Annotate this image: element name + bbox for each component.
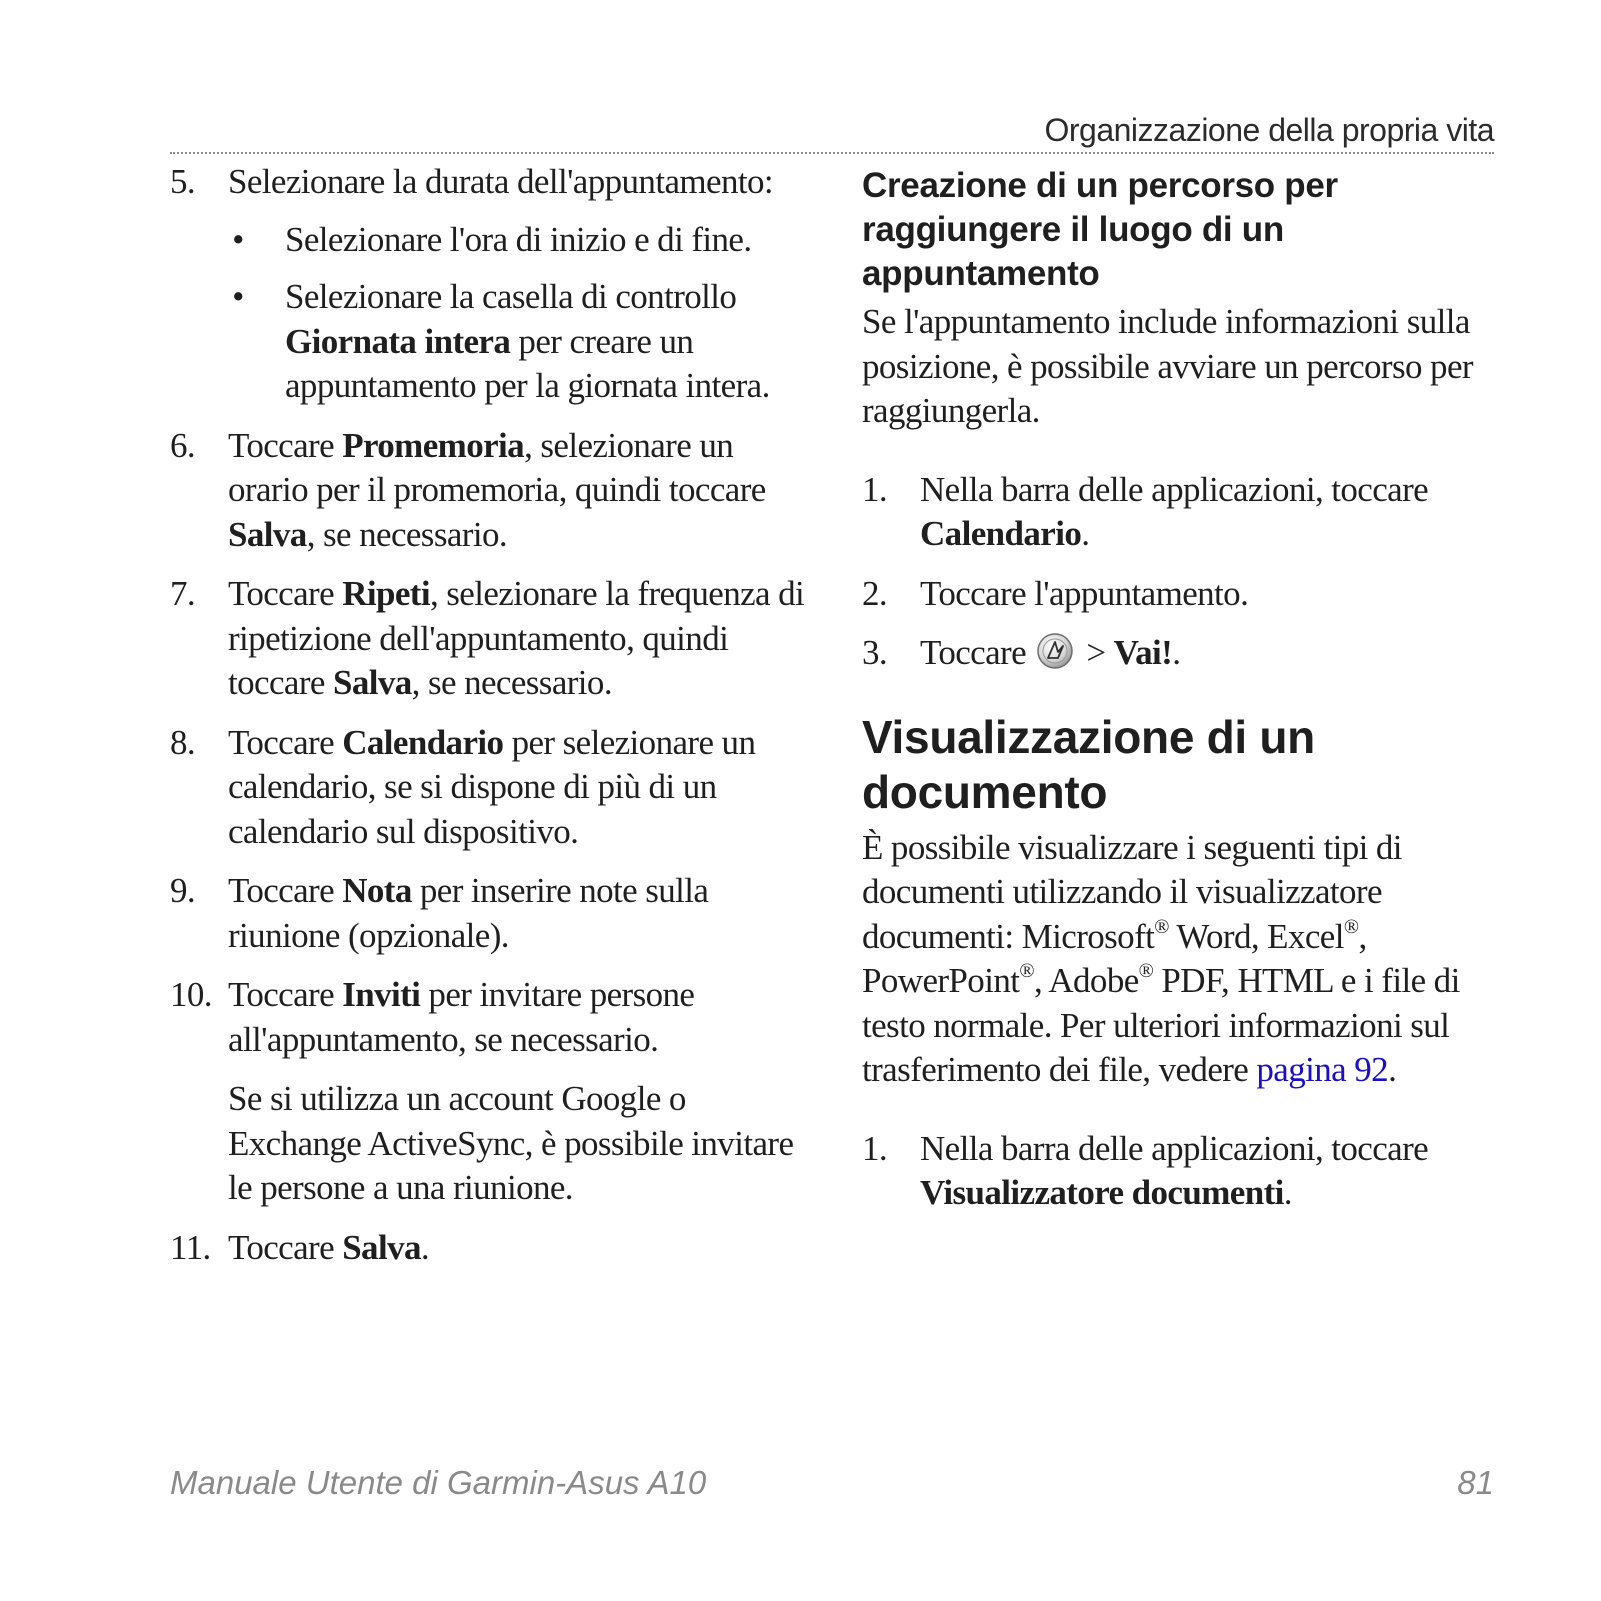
step-text: Nella barra delle applicazioni, toccare	[920, 469, 1429, 509]
doc-intro	[862, 826, 1502, 1093]
step-11	[170, 1226, 810, 1271]
step-text: , se necessario.	[306, 514, 508, 554]
ui-term: Vai!	[1113, 633, 1173, 672]
step-text: per inserire note sulla riunione (opzionale).	[228, 871, 709, 955]
step-7	[170, 572, 810, 706]
doc-intro-text: PDF, HTML e i file di testo normale. Per ulteriori informazioni sul trasferimento dei file, vedere	[862, 961, 1460, 1089]
step-text: Toccare	[920, 633, 1035, 672]
bullet-dot: •	[232, 219, 244, 259]
step-text: .	[1081, 514, 1090, 553]
step-text: Toccare	[228, 425, 343, 465]
doc-intro-text: È possibile visualizzare i seguenti tipi di documenti utilizzando il visualizzatore documenti: Microsoft	[862, 827, 1402, 956]
ui-term: Salva	[332, 663, 412, 702]
step-number: 1.	[862, 1128, 888, 1168]
step-number: 9.	[170, 871, 196, 910]
step-text: per selezionare un calendario, se si dispone di più di un calendario sul dispositivo.	[228, 722, 756, 851]
step-text: Toccare	[228, 1227, 343, 1267]
registered-mark: ®	[1019, 960, 1034, 983]
bullet-list	[170, 218, 810, 409]
step-number: 3.	[862, 633, 888, 672]
running-header	[170, 108, 1494, 154]
step-number: 8.	[170, 722, 196, 762]
step-text: , se necessario.	[411, 663, 612, 702]
manual-title: Manuale Utente di Garmin-Asus A10	[170, 1464, 707, 1501]
step-text: Toccare	[228, 574, 343, 613]
step-9	[170, 869, 810, 958]
step-number: 10.	[170, 975, 212, 1014]
step-text: Toccare	[228, 975, 343, 1014]
doc-intro-text: , PowerPoint	[862, 916, 1367, 1000]
ui-term: Calendario	[920, 514, 1082, 553]
route-heading: Creazione di un percorso per raggiungere il luogo di un appuntamento	[862, 166, 1338, 293]
doc-intro-text: .	[1388, 1050, 1397, 1089]
doc-intro-text: Word, Excel	[1168, 916, 1344, 956]
step-text: Nella barra delle applicazioni, toccare	[920, 1128, 1429, 1168]
route-step-2	[862, 572, 1502, 617]
registered-mark: ®	[1138, 960, 1154, 983]
step-number: 1.	[862, 469, 888, 509]
route-step-3	[862, 631, 1502, 676]
step-text: , selezionare un orario per il promemoria, quindi toccare	[228, 425, 766, 509]
step-text: Selezionare la durata dell'appuntamento:	[228, 162, 773, 201]
page-link[interactable]: pagina 92	[1256, 1050, 1389, 1089]
bullet-item	[170, 218, 810, 263]
bullet-text: Selezionare l'ora di inizio e di fine.	[285, 219, 752, 259]
right-column	[862, 160, 1502, 1231]
step-8	[170, 721, 810, 855]
step-number: 6.	[170, 425, 196, 465]
step-text: , selezionare la frequenza di ripetizione dell'appuntamento, quindi toccare	[228, 574, 805, 702]
step-text: .	[420, 1227, 430, 1267]
doc-heading: Visualizzazione di un documento	[862, 710, 1315, 818]
step-text: >	[1078, 633, 1114, 672]
bullet-item	[170, 275, 810, 409]
bullet-dot: •	[232, 277, 244, 316]
bullet-text-post: per creare un appuntamento per la giornata intera.	[285, 321, 770, 405]
page-number: 81	[1457, 1464, 1494, 1501]
step-text: per invitare persone all'appuntamento, se necessario.	[228, 975, 695, 1059]
section-title: Organizzazione della propria vita	[1044, 112, 1494, 148]
ui-term: Salva	[342, 1227, 421, 1267]
ui-term: Calendario	[342, 722, 504, 762]
left-column	[170, 160, 810, 1285]
ui-term: Promemoria	[342, 425, 525, 465]
navigation-icon	[1036, 632, 1074, 670]
doc-step-1	[862, 1127, 1502, 1216]
step-number: 2.	[862, 573, 888, 613]
route-intro: Se l'appuntamento include informazioni sulla posizione, è possibile avviare un percorso per raggiungerla.	[862, 302, 1473, 430]
ui-term: Visualizzatore documenti	[920, 1173, 1284, 1212]
step-number: 5.	[170, 162, 196, 201]
step-10	[170, 973, 810, 1062]
bullet-text-pre: Selezionare la casella di controllo	[285, 277, 737, 316]
registered-mark: ®	[1343, 915, 1359, 938]
step-text: Toccare l'appuntamento.	[920, 573, 1249, 613]
step-text: Toccare	[228, 722, 343, 762]
step-10-note: Se si utilizza un account Google o Exchange ActiveSync, è possibile invitare le persone a una riunione.	[228, 1079, 794, 1207]
ui-term: Inviti	[342, 975, 421, 1014]
step-number: 7.	[170, 574, 196, 613]
step-text: .	[1172, 633, 1181, 672]
registered-mark: ®	[1154, 915, 1169, 938]
doc-intro-text: , Adobe	[1033, 961, 1139, 1000]
step-5	[170, 160, 810, 205]
step-text: .	[1283, 1173, 1292, 1212]
route-step-1	[862, 468, 1502, 557]
ui-term: Salva	[228, 514, 307, 554]
ui-term: Nota	[342, 871, 412, 910]
step-text: Toccare	[228, 871, 343, 910]
ui-term: Ripeti	[342, 574, 430, 613]
ui-term: Giornata intera	[285, 321, 511, 361]
step-6	[170, 424, 810, 558]
step-number: 11.	[170, 1227, 211, 1267]
page-footer	[170, 1464, 1494, 1504]
